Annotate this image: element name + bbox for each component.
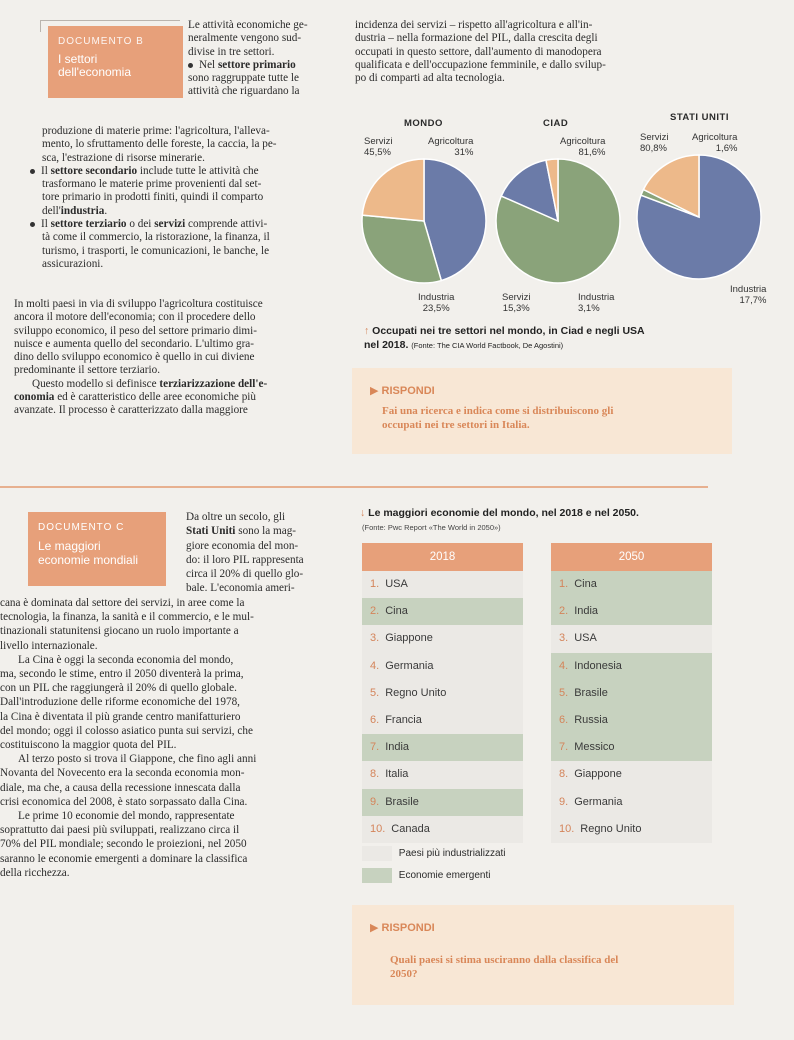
chart-title-usa: STATI UNITI [670,112,729,123]
text-line: po di comparti ad alta tecnologia. [355,72,505,85]
text-frag: o dei [126,218,155,231]
text-line: assicurazioni. [42,257,104,270]
rank-number: 1. [370,578,380,590]
text-line: predominante il settore terziario. [14,364,161,377]
rank-cell-2050 [551,789,712,816]
rank-cell-2018 [362,598,523,625]
text-line: dustria – nella formazione del PIL, dalla crescita degli [355,32,598,45]
label-usa-industria: Industria 17,7% [730,284,767,306]
legend-label-em: Economie emergenti [398,870,491,882]
chart-title-mondo: MONDO [404,118,443,129]
doc-c-title-2: economie mondiali [38,553,139,567]
label-mondo-servizi: Servizi 45,5% [364,136,393,158]
rank-number: 10. [370,822,386,835]
country-name: Indonesia [574,659,622,672]
text-line [188,59,343,72]
doc-b-title-2: dell'economia [58,65,132,79]
rank-cell-2018 [362,571,523,598]
respondi-heading-2: ▶ RISPONDI [370,922,435,934]
top-rule-tick [40,20,41,32]
text-line: Le attività economiche ge- [188,19,308,31]
respondi-text-2: Quali paesi si stima usciranno dalla classifica del 2050? [390,954,619,980]
table-row [362,625,712,652]
legend-swatch-em [362,868,392,883]
text-line: do: il loro PIL rappresenta [186,553,304,566]
country-name: Regno Unito [580,822,642,835]
text-line: attività che riguardano la [188,85,300,98]
text-line: del mondo; oggi il colosso asiatico punta sui servizi, che [0,724,253,737]
rank-cell-2018 [362,653,523,680]
rank-number: 7. [370,741,380,754]
ranking-caption [360,507,780,519]
text-line: con un PIL che raggiungerà il 20% di quello globale. [0,682,237,695]
pie-charts [352,112,792,322]
country-name: Regno Unito [385,686,447,699]
country-name: USA [574,632,597,645]
text-line: neralmente vengono sud- [188,32,302,45]
text-line: sono raggruppate tutte le [188,72,299,85]
conomia-bold: conomia [14,391,55,404]
label-mondo-industria: Industria 23,5% [418,292,455,314]
country-name: Italia [385,768,409,781]
text-line: occupati in questo settore, dall'aumento di manodopera [355,45,602,58]
respondi-heading-1: ▶ RISPONDI [370,385,435,397]
arrow-up-icon: ↑ [364,325,370,337]
label-usa-servizi: Servizi 80,8% [640,132,669,154]
rank-cell-2018 [362,789,523,816]
primario-bold: settore primario [217,58,296,71]
text-line: Il settore secondario include tutte le attività che [30,165,343,178]
text-line: In molti paesi in via di sviluppo l'agricoltura costituisce [14,298,263,310]
play-icon: ▶ [370,922,382,934]
rank-number: 1. [559,578,569,590]
country-name: Germania [574,795,623,808]
text-line: produzione di materie prime: l'agricoltura, l'alleva- [42,125,270,137]
country-name: Brasile [385,795,419,808]
text-line: tecnologia, la finanza, la sanità e il commercio, e le mul- [0,611,254,624]
text-line: livello internazionale. [0,639,98,652]
rank-number: 10. [559,822,575,835]
doc-b-paragraph [14,298,343,418]
text-line: Le prime 10 economie del mondo, rappresentate [18,810,235,823]
chart-caption [364,324,784,353]
country-name: Giappone [385,632,433,645]
rank-cell-2050 [551,734,712,761]
text-line: trasformano le materie prime provenienti dal set- [42,178,262,191]
country-name: Brasile [574,686,608,699]
text-frag: Questo modello si definisce [32,377,160,390]
legend-item-ind [362,846,506,868]
rank-number: 6. [559,713,569,726]
industria-bold: industria [60,204,105,217]
bullet-icon [30,169,35,174]
header-2050: 2050 [551,543,712,571]
label-ciad-industria: Industria 3,1% [578,292,615,314]
label-usa-agricoltura: Agricoltura 1,6% [692,132,738,154]
rank-cell-2050 [551,625,712,652]
rank-cell-2050 [551,816,712,843]
rank-cell-2050 [551,707,712,734]
secondario-bold: settore secondario [50,164,138,177]
text-line: sca, l'estrazione di risorse minerarie. [42,151,205,164]
text-line: sviluppo economico, il peso del settore primario dimi- [14,324,257,337]
legend-swatch-ind [362,846,392,861]
country-name: India [574,605,599,618]
respondi-box-1 [352,368,732,454]
pie-usa [634,152,764,282]
rank-number: 9. [559,795,569,808]
top-rule [40,20,180,21]
doc-b-col-top [188,19,343,99]
text-line: Da oltre un secolo, gli [186,511,286,523]
rank-cell-2018 [362,734,523,761]
text-frag: . [104,204,108,217]
rank-cell-2050 [551,653,712,680]
rank-cell-2050 [551,598,712,625]
rank-cell-2050 [551,571,712,598]
doc-b-tag [48,26,183,98]
play-icon: ▶ [370,385,382,397]
rank-number: 4. [559,659,569,672]
text-line: saranno le economie emergenti a dominare la classifica [0,852,248,865]
chart-title-ciad: CIAD [543,118,569,129]
text-line: cana è dominata dal settore dei servizi, in aree come la [0,597,245,609]
rank-number: 3. [370,632,380,645]
pie-ciad [493,156,623,286]
table-row [362,598,712,625]
country-name: Francia [385,713,422,726]
text-line: La Cina è oggi la seconda economia del mondo, [18,653,234,666]
rank-number: 4. [370,659,380,672]
text-frag: comprende attivi- [185,218,268,231]
text-frag: Nel [199,58,218,71]
country-name: Canada [391,822,430,835]
table-row [362,816,712,843]
rank-number: 6. [370,713,380,726]
text-line: nuisce e aumenta quello del secondario. L'ultimo gra- [14,337,254,350]
country-name: Giappone [574,768,622,781]
text-line: crisi economica del 2008, è stato sorpassato dalla Cina. [0,795,248,808]
terziarizzazione-bold: terziarizzazione dell'e- [159,377,268,390]
ranking-table [362,543,712,843]
ranking-caption-text: Le maggiori economie del mondo, nel 2018 e nel 2050. [368,507,639,519]
text-line: bale. L'economia ameri- [186,582,295,595]
text-line: turismo, i trasporti, le comunicazioni, le banche, le [42,244,270,257]
text-line [14,378,343,391]
text-line: Dall'introduzione delle riforme economiche del 1978, [0,696,240,709]
rank-cell-2050 [551,680,712,707]
bullet-icon [30,222,35,227]
text-frag: Il [41,218,51,231]
doc-b-kicker: DOCUMENTO B [58,36,144,47]
text-line: tore primario in prodotti finiti, quindi il comparto [42,191,264,204]
rank-cell-2018 [362,707,523,734]
text-line: giore economia del mon- [186,539,299,552]
doc-b-col-right [355,19,745,85]
rank-cell-2018 [362,625,523,652]
table-row [362,707,712,734]
rank-number: 8. [370,768,380,781]
rank-number: 8. [559,768,569,781]
text-line: ma, secondo le stime, entro il 2050 diventerà la prima, [0,668,244,681]
text-line: dino dello sviluppo economico è quello in cui diviene [14,351,255,364]
header-2018: 2018 [362,543,523,571]
doc-b-col-left [42,125,343,271]
text-line [42,205,343,218]
servizi-bold: servizi [154,218,186,231]
ranking-rows [362,571,712,843]
caption-line-1: Occupati nei tre settori nel mondo, in Ciad e negli USA [372,325,645,337]
doc-b-title-1: I settori [58,52,98,66]
text-line: diale, ma che, a causa della recessione innescata dalla [0,781,241,794]
rank-number: 9. [370,795,380,808]
arrow-down-icon: ↓ [360,507,366,519]
country-name: Cina [385,605,408,618]
table-row [362,571,712,598]
table-row [362,680,712,707]
text-line: divise in tre settori. [188,45,275,58]
country-name: Russia [574,713,608,726]
text-line: avanzate. Il processo è caratterizzato dalla maggiore [14,404,248,417]
text-line: soprattutto dai paesi più sviluppati, realizzano circa il [0,824,240,837]
table-row [362,734,712,761]
rank-cell-2018 [362,816,523,843]
rank-cell-2050 [551,761,712,788]
ranking-source: (Fonte: Pwc Report «The World in 2050») [362,523,501,532]
text-line: incidenza dei servizi – rispetto all'agricoltura e all'in- [355,19,593,31]
text-line: della ricchezza. [0,866,70,879]
doc-c-kicker: DOCUMENTO C [38,522,125,533]
respondi-text-1: Fai una ricerca e indica come si distribuiscono gli occupati nei tre settori in Italia. [382,405,614,431]
text-line: mento, lo sfruttamento delle foreste, la caccia, la pe- [42,138,277,151]
table-row [362,653,712,680]
rank-number: 2. [370,605,380,618]
text-line: qualificata e dell'occupazione femminile, e dallo svilup- [355,58,606,71]
legend-item-em [362,868,506,890]
text-frag: ed è caratteristico delle aree economiche più [54,391,256,404]
text-line: tà come il commercio, la ristorazione, la finanza, il [42,231,270,244]
label-ciad-agricoltura: Agricoltura 81,6% [560,136,606,158]
text-line: Stati Uniti sono la mag- [186,525,297,538]
text-line: costituiscono la maggior quota del PIL. [0,739,177,752]
text-line [30,218,343,231]
text-line: 70% del PIL mondiale; secondo le proiezioni, nel 2050 [0,838,247,851]
text-line: ancora il motore dell'economia; con il procedere dello [14,311,256,324]
text-line: Novanta del Novecento era la seconda economia mon- [0,767,245,780]
rank-number: 3. [559,632,569,645]
text-line [14,391,343,404]
legend [362,846,506,890]
country-name: USA [385,578,408,590]
table-row [362,761,712,788]
country-name: Cina [574,578,597,590]
bullet-icon [188,63,193,68]
pie-mondo [359,156,489,286]
text-line: circa il 20% di quello glo- [186,568,304,581]
terziario-bold: settore terziario [50,218,127,231]
legend-label-ind: Paesi più industrializzati [398,848,506,860]
text-line: tinazionali statunitensi giocano un ruolo importante a [0,625,239,638]
country-name: Germania [385,659,434,672]
respondi-box-2 [352,905,734,1005]
chart-source: (Fonte: The CIA World Factbook, De Agostini) [411,341,564,350]
pie-slice-industria [362,159,424,221]
table-row [362,789,712,816]
doc-c-title-1: Le maggiori [38,539,101,553]
doc-c-col-top [186,510,343,596]
usa-bold: Stati Uniti [186,525,236,538]
rank-number: 7. [559,741,569,754]
text-line: Al terzo posto si trova il Giappone, che fino agli anni [18,753,257,766]
rank-cell-2018 [362,761,523,788]
text-line: la Cina è diventata il più grande centro manifatturiero [0,710,241,723]
label-mondo-agricoltura: Agricoltura 31% [428,136,474,158]
rank-number: 5. [370,686,380,699]
rank-number: 2. [559,605,569,618]
text-frag: dell' [42,204,61,217]
text-frag: include tutte le attività che [137,164,259,177]
country-name: Messico [574,741,615,754]
doc-c-body [0,596,343,880]
rank-cell-2018 [362,680,523,707]
label-ciad-servizi: Servizi 15,3% [502,292,531,314]
caption-line-2: nel 2018. [364,339,409,351]
rank-number: 5. [559,686,569,699]
section-divider [0,486,708,488]
ranking-header [362,543,712,571]
doc-c-tag [28,512,166,586]
country-name: India [385,741,410,754]
